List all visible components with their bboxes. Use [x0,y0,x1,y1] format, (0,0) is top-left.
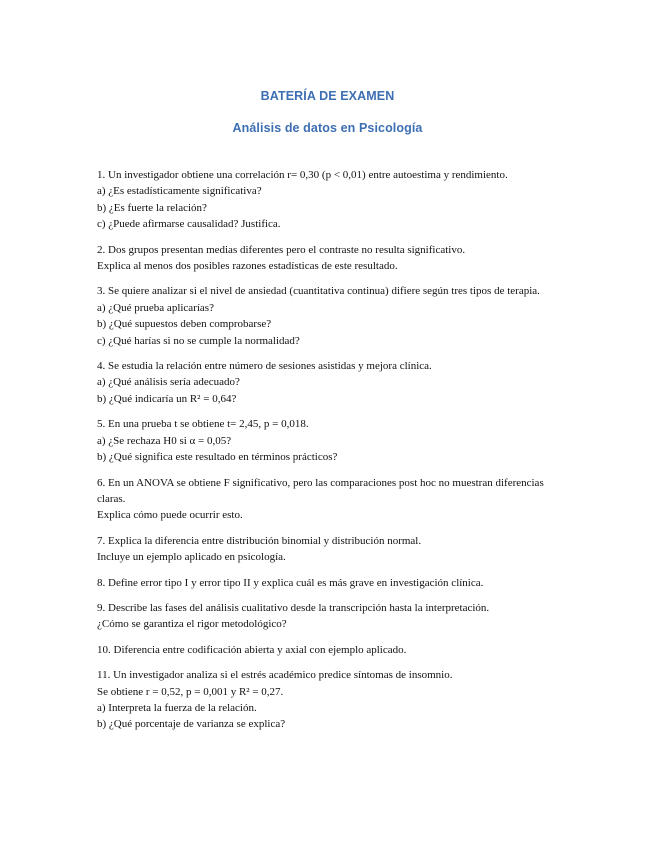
document-subtitle: Análisis de datos en Psicología [232,121,423,135]
question-text: 4. Se estudia la relación entre número de sesiones asistidas y mejora clínica. [97,360,432,373]
question-text: ¿Cómo se garantiza el rigor metodológico? [97,618,287,631]
question-text: 8. Define error tipo I y error tipo II y explica cuál es más grave en investigación clínica. [97,576,484,589]
question-2 [97,242,567,275]
question-option: a) ¿Es estadísticamente significativa? [97,185,262,198]
question-text: 5. En una prueba t se obtiene t= 2,45, p = 0,018. [97,418,309,431]
question-3 [97,283,567,349]
question-option: b) ¿Qué supuestos deben comprobarse? [97,318,272,331]
question-text: 7. Explica la diferencia entre distribución binomial y distribución normal. [97,534,422,547]
question-text: 10. Diferencia entre codificación abierta y axial con ejemplo aplicado. [97,643,407,656]
question-option: c) ¿Qué harías si no se cumple la normalidad? [97,334,300,347]
question-8 [97,575,567,591]
question-option: c) ¿Puede afirmarse causalidad? Justifica. [97,218,281,231]
question-4 [97,358,567,407]
question-option: a) ¿Se rechaza H0 si α = 0,05? [97,434,232,447]
question-10 [97,642,567,658]
question-1 [97,167,567,233]
question-option: b) ¿Qué significa este resultado en términos prácticos? [97,451,338,464]
question-9 [97,600,567,633]
question-text: 9. Describe las fases del análisis cualitativo desde la transcripción hasta la interpretación. [97,601,490,614]
question-text: 6. En un ANOVA se obtiene F significativo, pero las comparaciones post hoc no muestran diferencias claras. [97,476,544,505]
question-option: a) Interpreta la fuerza de la relación. [97,701,257,714]
question-text: 1. Un investigador obtiene una correlación r= 0,30 (p < 0,01) entre autoestima y rendimiento. [97,169,508,181]
question-text: Incluye un ejemplo aplicado en psicología. [97,551,286,564]
question-option: b) ¿Qué indicaría un R² = 0,64? [97,392,237,405]
question-option: b) ¿Es fuerte la relación? [97,201,207,214]
question-text: 3. Se quiere analizar si el nivel de ansiedad (cuantitativa continua) difiere según tres tipos de terapia. [97,285,540,298]
question-option: b) ¿Qué porcentaje de varianza se explica? [97,718,286,731]
question-text: Se obtiene r = 0,52, p = 0,001 y R² = 0,27. [97,685,284,698]
question-list [97,167,567,742]
question-text: Explica al menos dos posibles razones estadísticas de este resultado. [97,260,398,273]
document-title: BATERÍA DE EXAMEN [260,89,395,103]
question-5 [97,416,567,465]
question-option: a) ¿Qué análisis sería adecuado? [97,376,240,389]
question-6 [97,475,567,524]
question-11 [97,667,567,733]
question-text: 11. Un investigador analiza si el estrés académico predice síntomas de insomnio. [97,669,453,682]
question-text: Explica cómo puede ocurrir esto. [97,509,243,522]
question-option: a) ¿Qué prueba aplicarías? [97,301,214,314]
question-text: 2. Dos grupos presentan medias diferentes pero el contraste no resulta significativo. [97,243,466,256]
question-7 [97,533,567,566]
